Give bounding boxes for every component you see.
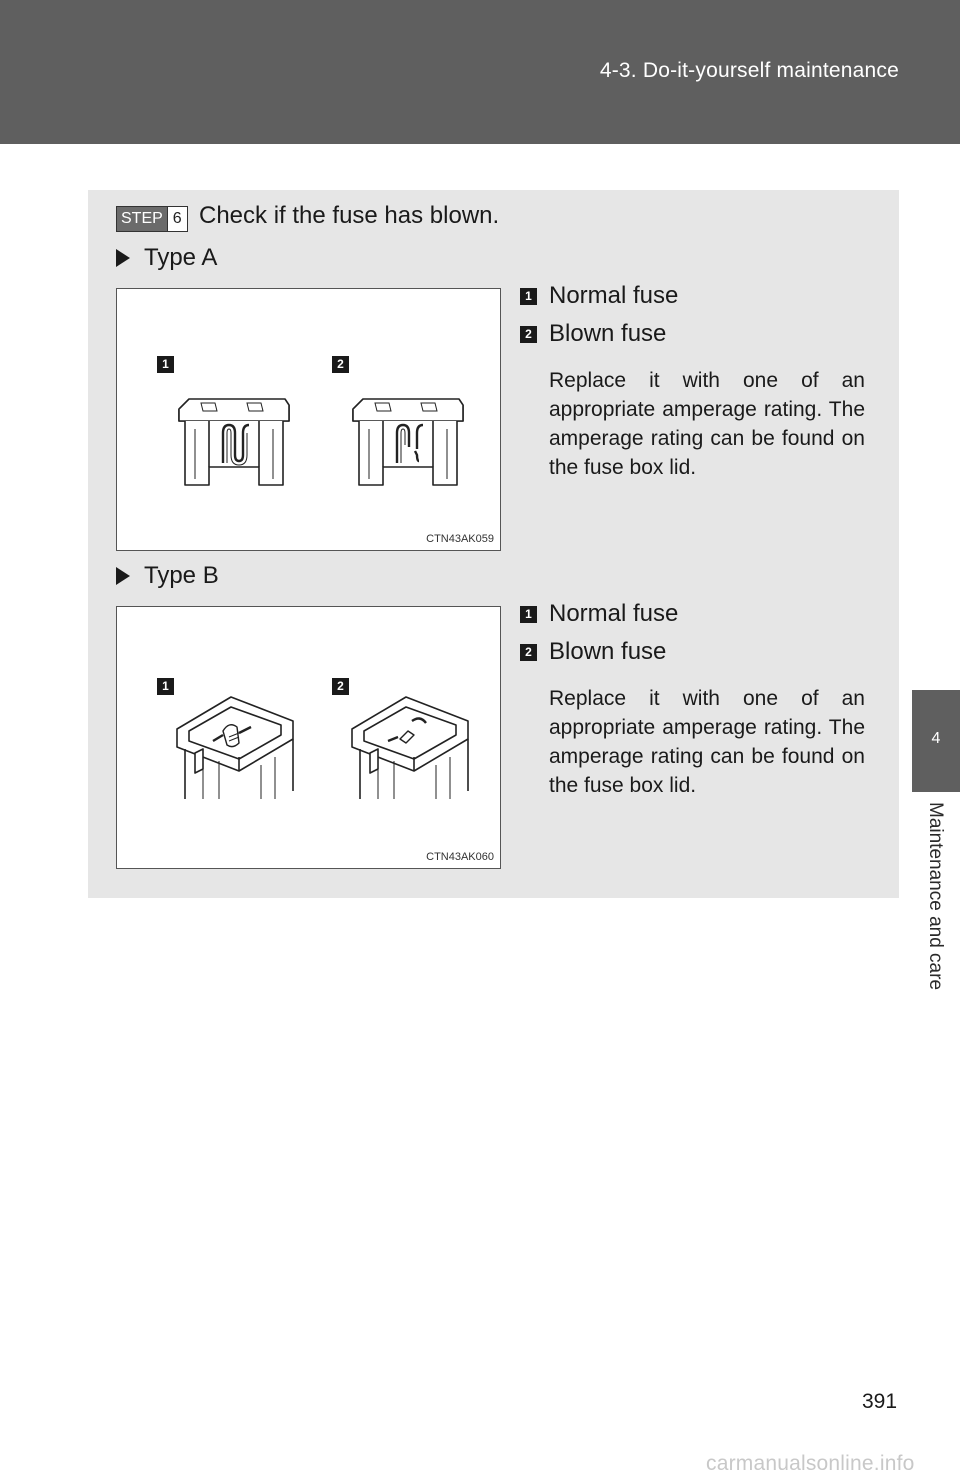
step-number: 6 [167, 207, 187, 231]
normal-cartridge-fuse-icon [173, 691, 299, 801]
blown-cartridge-fuse-icon [348, 691, 474, 801]
type-a-legend-blown [520, 320, 666, 348]
type-a-heading [116, 244, 217, 272]
blown-blade-fuse-icon [349, 389, 467, 491]
arrow-right-icon [116, 567, 130, 585]
type-a-description: Replace it with one of an appropriate amperage rating. The amperage rating can be found on the fuse box lid. [549, 369, 865, 479]
legend-label: Normal fuse [549, 600, 679, 627]
type-b-heading-text: Type B [144, 562, 219, 589]
legend-callout-2: 2 [520, 644, 537, 661]
figure-code: CTN43AK059 [426, 533, 494, 545]
arrow-right-icon [116, 249, 130, 267]
step-badge [116, 206, 188, 232]
step-instruction: Check if the fuse has blown. [199, 202, 500, 229]
chapter-label: Maintenance and care [925, 802, 946, 991]
figure-callout-2: 2 [332, 356, 349, 373]
legend-label: Blown fuse [549, 320, 667, 347]
type-a-legend-normal [520, 282, 678, 310]
chapter-label-container [912, 802, 960, 1032]
figure-callout-2: 2 [332, 678, 349, 695]
figure-callout-1: 1 [157, 678, 174, 695]
legend-callout-1: 1 [520, 288, 537, 305]
type-b-legend-blown [520, 638, 666, 666]
normal-blade-fuse-icon [175, 389, 293, 491]
watermark: carmanualsonline.info [706, 1452, 915, 1475]
legend-callout-2: 2 [520, 326, 537, 343]
type-b-legend-normal [520, 600, 678, 628]
type-b-heading [116, 562, 219, 590]
page-header [0, 0, 960, 144]
legend-label: Normal fuse [549, 282, 679, 309]
section-title: 4-3. Do-it-yourself maintenance [599, 59, 899, 82]
type-a-heading-text: Type A [144, 244, 218, 271]
type-b-figure [116, 606, 501, 869]
step-word: STEP [117, 207, 167, 231]
figure-callout-1: 1 [157, 356, 174, 373]
figure-code: CTN43AK060 [426, 851, 494, 863]
chapter-tab [912, 690, 960, 792]
type-a-figure [116, 288, 501, 551]
legend-callout-1: 1 [520, 606, 537, 623]
page-number: 391 [862, 1390, 898, 1413]
legend-label: Blown fuse [549, 638, 667, 665]
type-b-description: Replace it with one of an appropriate amperage rating. The amperage rating can be found on the fuse box lid. [549, 687, 865, 797]
chapter-number: 4 [931, 730, 941, 747]
